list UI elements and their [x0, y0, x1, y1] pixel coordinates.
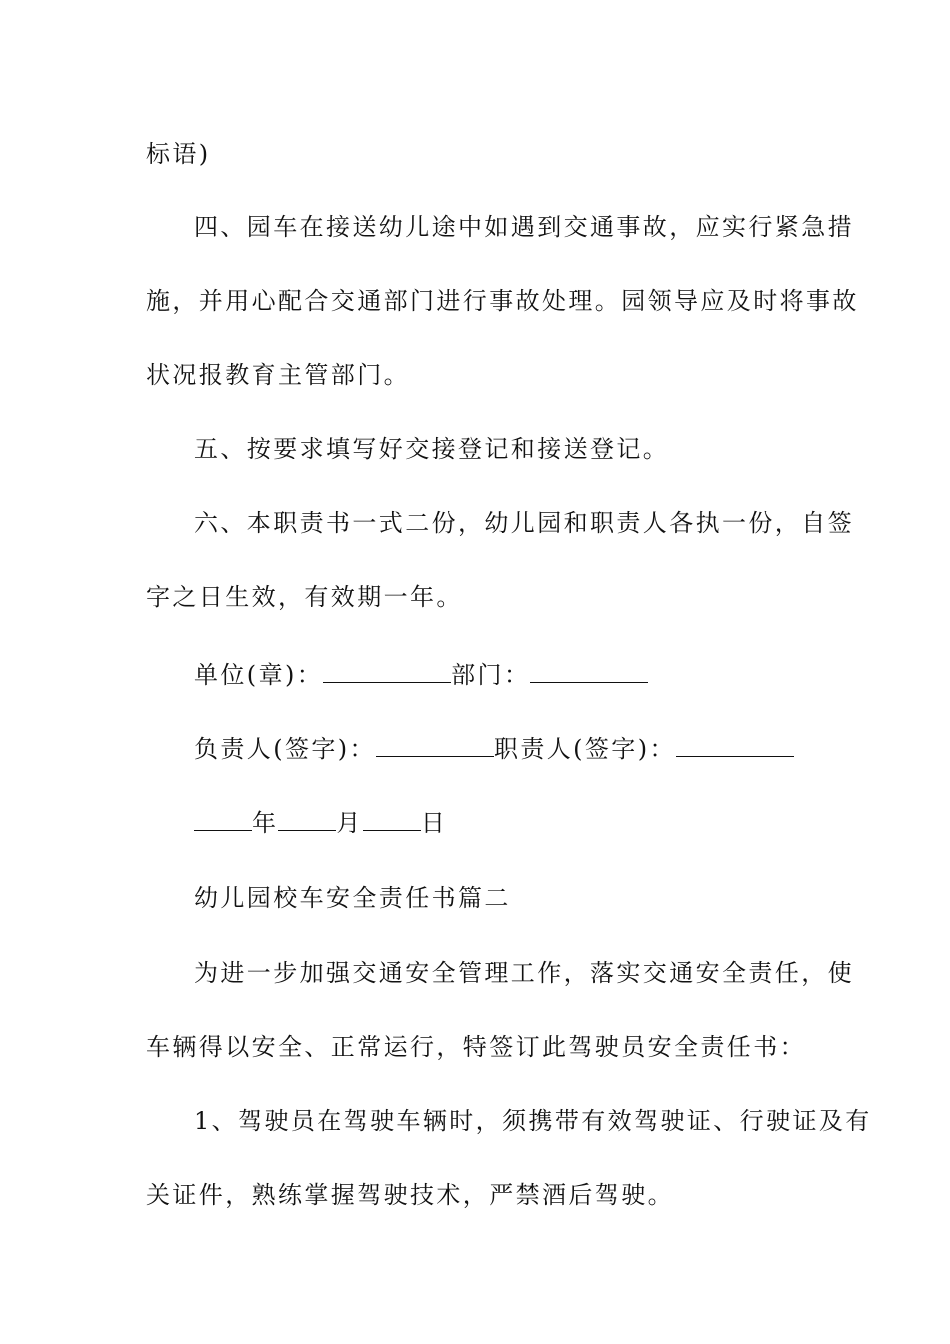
year-label: 年 — [252, 809, 279, 837]
dept-label: 部门： — [451, 661, 531, 689]
year-blank[interactable] — [194, 810, 252, 831]
paragraph-line: 字之日生效，有效期一年。 — [146, 583, 463, 611]
day-label: 日 — [420, 809, 448, 837]
paragraph-line: 标语) — [146, 140, 211, 168]
paragraph-line: 状况报教育主管部门。 — [146, 361, 410, 389]
paragraph-line: 为进一步加强交通安全管理工作，落实交通安全责任，使 — [194, 959, 854, 987]
date-row — [194, 809, 447, 837]
paragraph-line: 六、本职责书一式二份，幼儿园和职责人各执一份，自签 — [194, 509, 854, 537]
paragraph-line: 车辆得以安全、正常运行，特签订此驾驶员安全责任书： — [146, 1033, 806, 1061]
duty-label: 职责人(签字)： — [493, 735, 676, 763]
section-heading: 幼儿园校车安全责任书篇二 — [194, 884, 511, 912]
paragraph-line: 1、驾驶员在驾驶车辆时，须携带有效驾驶证、行驶证及有 — [194, 1107, 872, 1135]
paragraph-line: 四、园车在接送幼儿途中如遇到交通事故，应实行紧急措 — [194, 213, 854, 241]
unit-dept-row — [194, 661, 648, 689]
paragraph-line: 施，并用心配合交通部门进行事故处理。园领导应及时将事故 — [146, 287, 859, 315]
signature-row — [194, 735, 794, 763]
leader-label: 负责人(签字)： — [194, 735, 376, 763]
day-blank[interactable] — [363, 810, 421, 831]
leader-blank[interactable] — [376, 736, 494, 757]
duty-blank[interactable] — [676, 736, 794, 757]
dept-blank[interactable] — [530, 662, 648, 683]
paragraph-line: 关证件，熟练掌握驾驶技术，严禁酒后驾驶。 — [146, 1181, 674, 1209]
month-blank[interactable] — [278, 810, 336, 831]
paragraph-line: 五、按要求填写好交接登记和接送登记。 — [194, 435, 670, 463]
unit-label: 单位(章)： — [194, 661, 324, 689]
month-label: 月 — [336, 809, 363, 837]
unit-blank[interactable] — [323, 662, 451, 683]
